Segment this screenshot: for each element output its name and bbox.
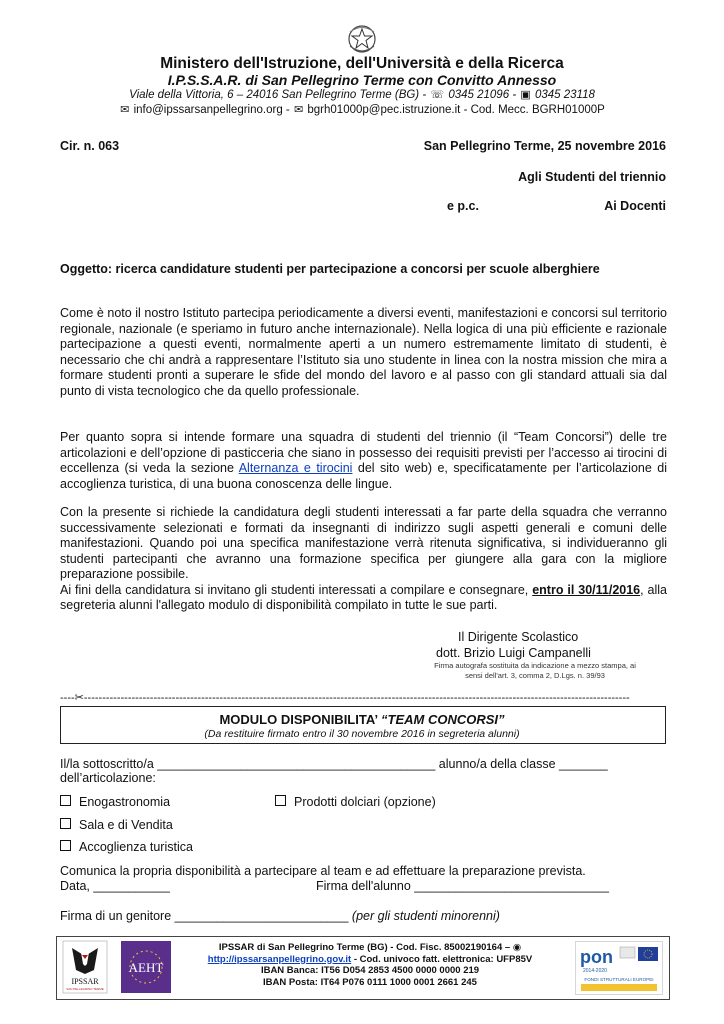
envelope-icon: ✉ (120, 104, 130, 116)
logo1-text: IPSSAR (71, 977, 99, 986)
ipssar-logo-icon (62, 940, 108, 994)
parent-signature-note: (per gli studenti minorenni) (351, 909, 500, 923)
pon-logo-icon (575, 941, 663, 995)
subject-line: Oggetto: ricerca candidature studenti per partecipazione a concorsi per scuole alberghiere (60, 262, 600, 276)
form-availability-statement: Comunica la propria disponibilità a partecipare al team e ad effettuare la preparazione prevista. (60, 864, 586, 878)
paragraph-candidature-text: Con la presente si richiede la candidatura degli studenti interessati a far parte della squadra che verranno successivamente selezionati e formati da insegnanti di indirizzo sugli aspetti generali e comuni delle manifestazioni. Quando poi una specifica manifestazione verrà ritenuta significativa, si individueranno gli studenti partecipanti che avranno una formazione specifica per giungere alla gara con la migliore preparazione possibile. (60, 505, 667, 581)
footer-fiscal: di San Pellegrino Terme (BG) - Cod. Fisc. 85002190164 – (256, 942, 511, 953)
paragraph-candidature (60, 505, 667, 614)
logo1-subtext: SAN PELLEGRINO TERME (66, 987, 104, 991)
school-fax: 0345 23118 (534, 89, 595, 101)
form-date-field[interactable]: Data, ___________ (60, 879, 170, 893)
logo2-text: AEHT (128, 960, 164, 975)
school-phone: 0345 21096 (448, 89, 510, 101)
school-pec[interactable]: bgrh01000p@pec.istruzione.it (307, 104, 461, 116)
form-parent-signature-field[interactable] (60, 909, 500, 924)
footer-line-1 (180, 942, 560, 954)
school-name: I.P.S.S.A.R. di San Pellegrino Terme con Convitto Annesso (167, 72, 557, 88)
option-enogastronomia[interactable] (60, 795, 170, 810)
checkbox[interactable] (60, 818, 71, 829)
footer-text (180, 942, 560, 988)
contacts-separator: - (285, 104, 290, 116)
parent-signature-label: Firma di un genitore _________________________ (60, 909, 349, 923)
school-address-line (0, 88, 724, 101)
alternanza-tirocini-link[interactable]: Alternanza e tirocini (238, 461, 353, 475)
option-accoglienza-turistica[interactable] (60, 840, 193, 855)
signature-note: Firma autografa sostituita da indicazione a mezzo stampa, ai sensi dell'art. 3, comma 2, D.Lgs. n. 39/93 (434, 661, 636, 680)
paragraph-deadline-text-1: Ai fini della candidatura si invitano gli studenti interessati a compilare e consegnare, (60, 582, 529, 597)
checkbox[interactable] (60, 840, 71, 851)
fax-icon: ▣ (520, 89, 531, 101)
form-title (0, 712, 724, 727)
place-and-date: San Pellegrino Terme, 25 novembre 2016 (423, 139, 666, 153)
signature-role: Il Dirigente Scolastico (458, 630, 579, 644)
ministry-title: Ministero dell'Istruzione, dell'Università e della Ricerca (160, 55, 564, 72)
footer-einvoice: - Cod. univoco fatt. elettronica: UFP85V (353, 953, 533, 965)
paragraph-intro: Come è noto il nostro Istituto partecipa periodicamente a diversi eventi, manifestazioni e concorsi sul territorio regionale, nazionale (e speriamo in futuro anche internazionale). Nella logica di una più efficiente e razionale partecipazione a questi eventi, normalmente aperti a un numero estremamente limitato di studenti, è necessario che chi andrà a rappresentare l’Istituto sia uno studente in linea con la nostra mission che mira a formare studenti pronti a superare le sfide del mondo del lavoro e al passo con gli standard attuali sia dal punto di vista tecnologico che da quello professionale. (60, 306, 667, 398)
aeht-logo-icon (120, 940, 172, 994)
pon-years: 2014-2020 (583, 968, 607, 974)
option-label: Prodotti dolciari (opzione) (294, 795, 436, 809)
checkbox[interactable] (275, 795, 286, 806)
form-title-plain: MODULO DISPONIBILITA’ (219, 712, 378, 727)
mecc-code: - Cod. Mecc. BGRH01000P (463, 104, 605, 116)
paragraph-team (60, 430, 667, 492)
recipients: Agli Studenti del triennio (518, 170, 666, 184)
form-student-name-class[interactable]: Il/la sottoscritto/a ________________________________________ alunno/a della classe _______ (60, 757, 608, 771)
phone-separator: - (512, 89, 517, 101)
footer-iban-bank: IBAN Banca: IT56 D054 2853 4500 0000 0000 219 (260, 965, 480, 976)
signature-name: dott. Brizio Luigi Campanelli (436, 646, 591, 660)
cc-recipients: Ai Docenti (604, 199, 666, 213)
footer-website-link[interactable]: http://ipssarsanpellegrino.gov.it (207, 953, 352, 965)
circular-number: Cir. n. 063 (60, 139, 120, 153)
footer-school: IPSSAR (218, 942, 255, 953)
pon-subtext: FONDI STRUTTURALI EUROPEI (584, 977, 654, 982)
school-address: Viale della Vittoria, 6 – 24016 San Pellegrino Terme (BG) - (129, 89, 427, 101)
phone-icon: ☏ (430, 89, 445, 101)
form-subtitle: (Da restituire firmato entro il 30 novembre 2016 in segreteria alunni) (204, 728, 520, 740)
option-label: Accoglienza turistica (79, 840, 193, 854)
school-contacts-line (0, 103, 724, 116)
deadline: entro il 30/11/2016 (532, 582, 641, 597)
paragraph-team-text-2: del sito web) e, specificatamente per l’articolazione di accoglienza turistica, di una buona conoscenza delle lingue. (60, 461, 667, 491)
italian-republic-emblem-icon (345, 22, 379, 56)
school-email[interactable]: info@ipssarsanpellegrino.org (133, 104, 283, 116)
web-icon: ◉ (512, 942, 522, 953)
footer-line-2 (180, 954, 560, 966)
paragraph-deadline-text-2: , alla segreteria alunni l'allegato modulo di disponibilità compilato in tutte le sue parti. (60, 582, 668, 612)
option-prodotti-dolciari[interactable] (275, 795, 436, 810)
envelope-icon: ✉ (293, 104, 304, 116)
cut-line: ----✂----------------------------------------------------------------------------------------------------------------------------------------------------- (60, 692, 630, 704)
option-label: Sala e di Vendita (79, 818, 173, 832)
option-label: Enogastronomia (79, 795, 171, 809)
form-student-signature-field[interactable]: Firma dell'alunno ____________________________ (316, 879, 609, 893)
scissors-icon: ✂ (74, 692, 84, 704)
option-sala-vendita[interactable] (60, 818, 173, 833)
form-articulation-label: dell’articolazione: (60, 771, 156, 785)
pon-text: pon (580, 947, 613, 967)
paragraph-team-text-1: Per quanto sopra si intende formare una squadra di studenti del triennio (il “Team Concorsi”) delle tre articolazioni e dell’opzione di pasticceria che siano in possesso dei requisiti previsti per l’accesso ai tirocini di eccellenza (si veda la sezione (60, 430, 667, 475)
checkbox[interactable] (60, 795, 71, 806)
cc-label: e p.c. (447, 199, 479, 213)
form-title-italic: “TEAM CONCORSI” (381, 712, 505, 727)
footer-iban-post: IBAN Posta: IT64 P076 0111 1000 0001 2661 245 (263, 976, 477, 988)
